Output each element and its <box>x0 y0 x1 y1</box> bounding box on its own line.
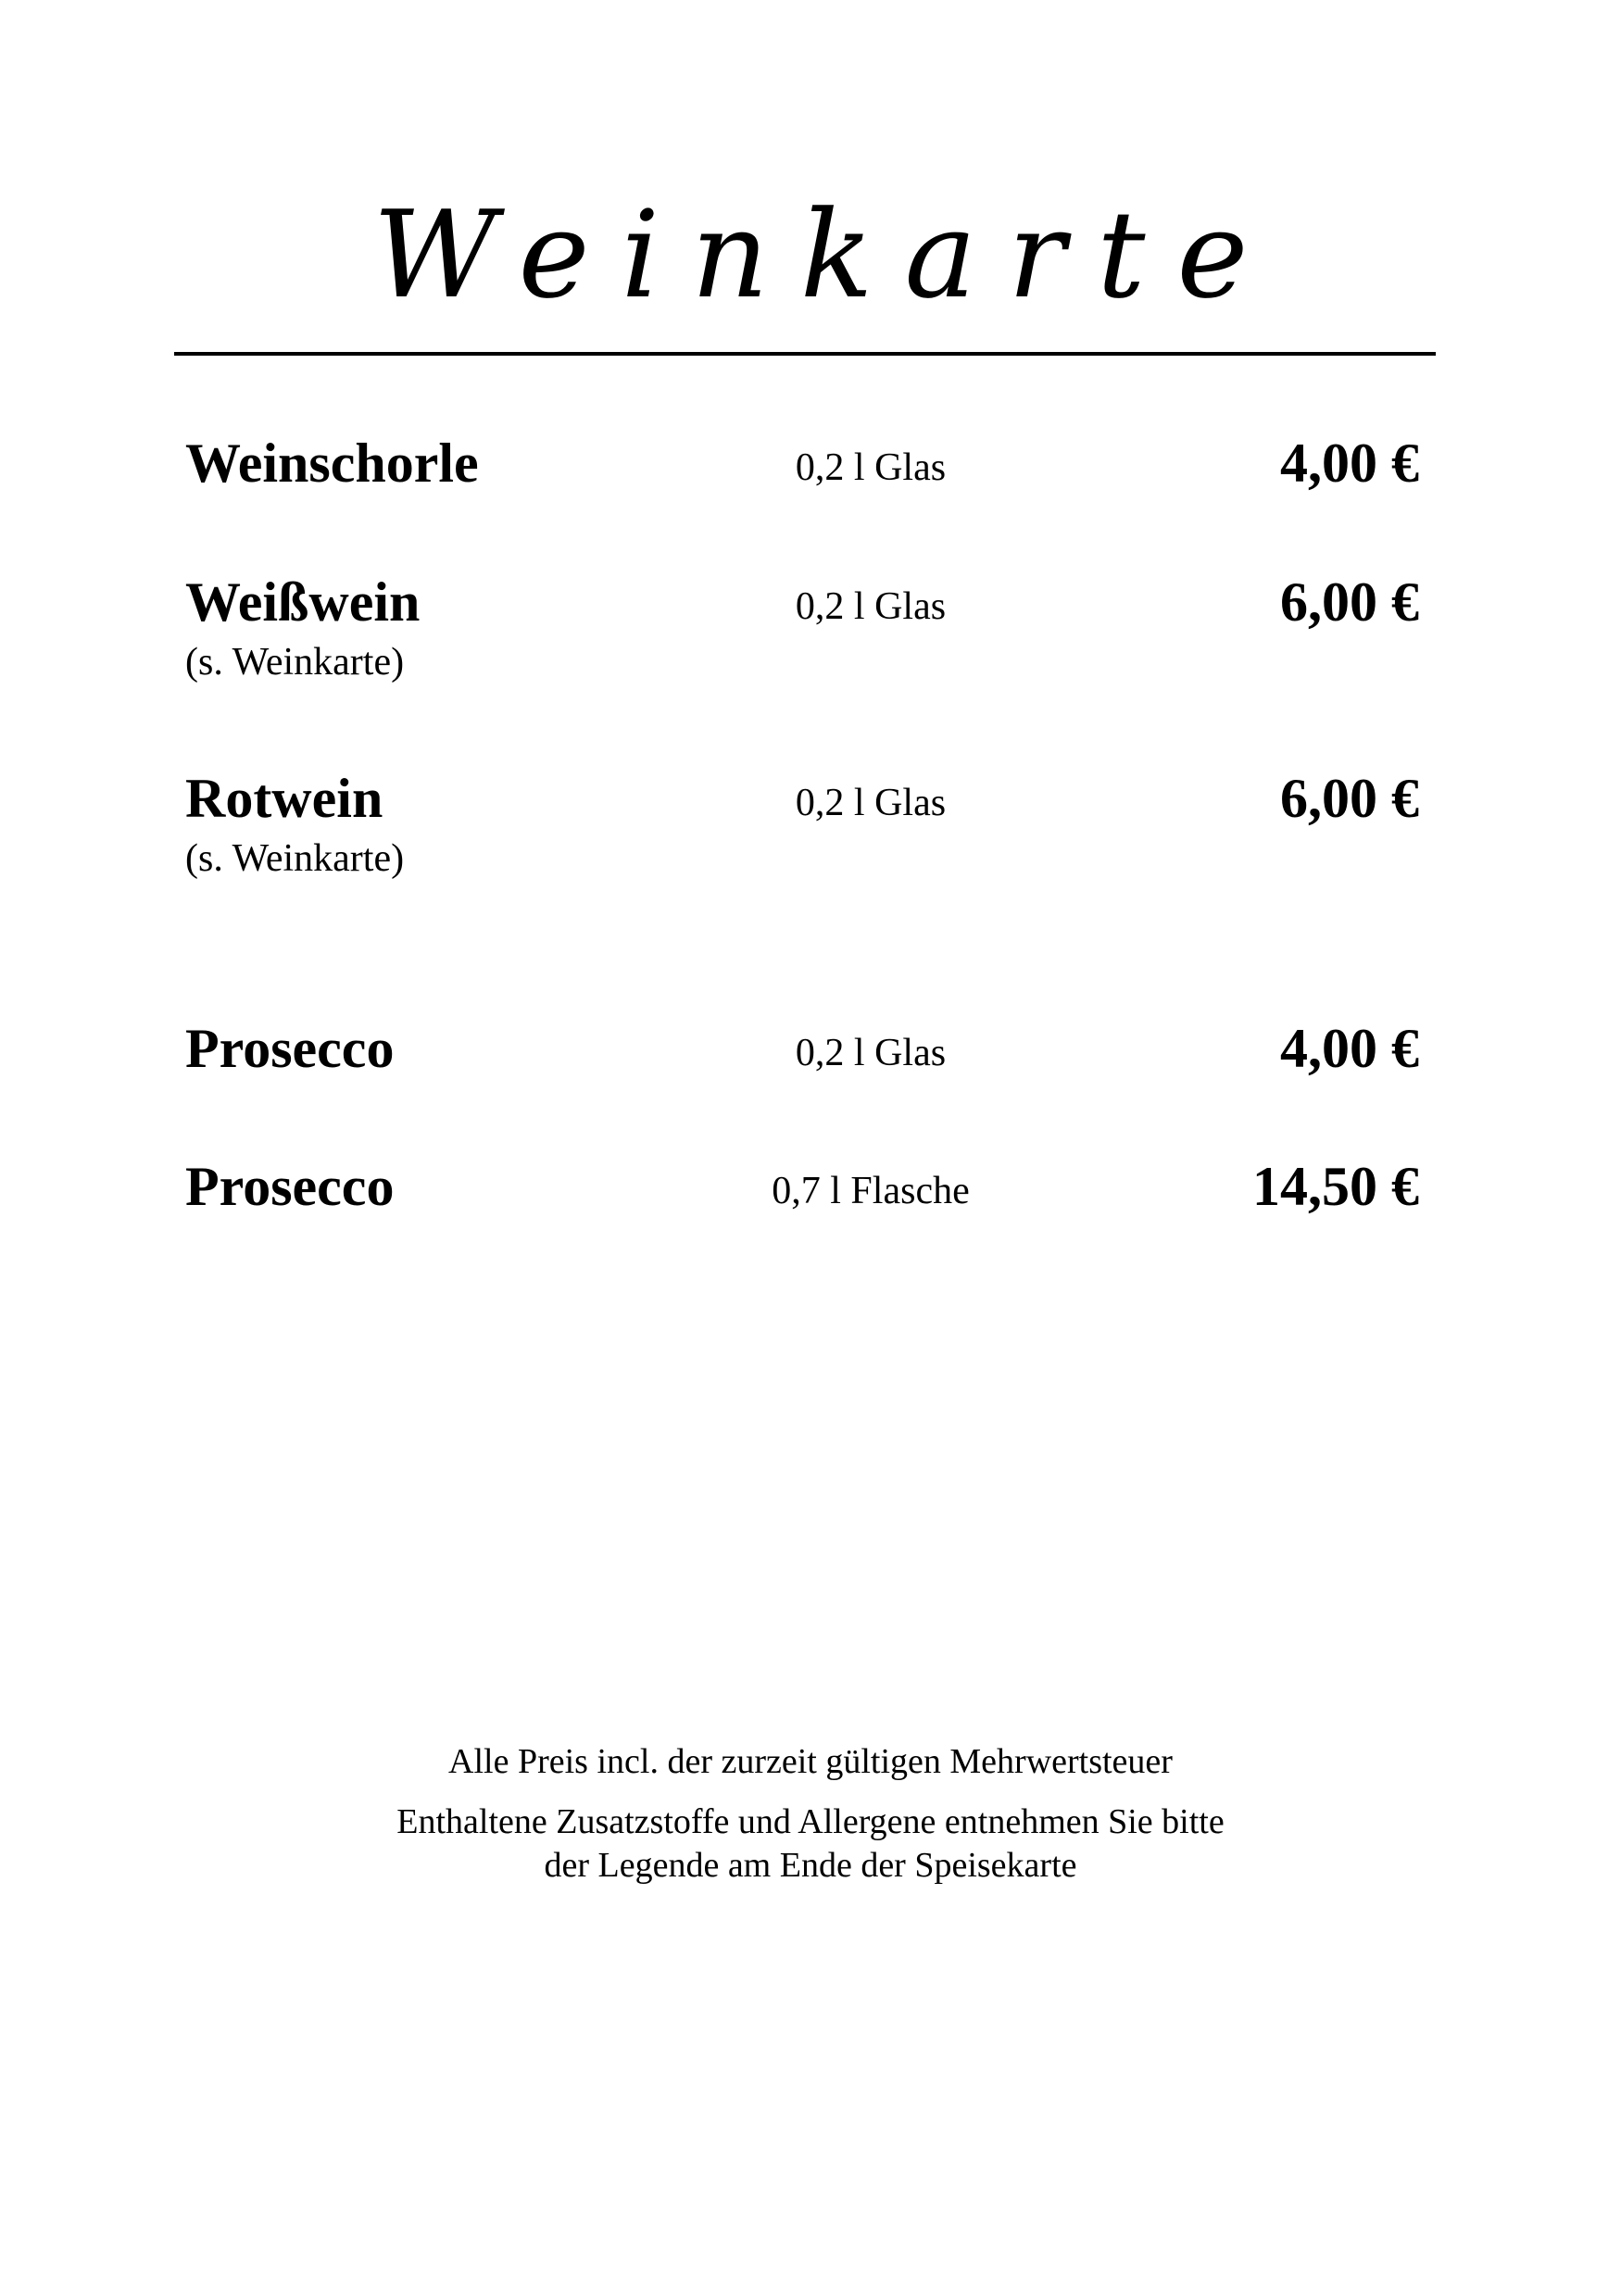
item-size: 0,2 l Glas <box>795 585 947 628</box>
item-name: Prosecco <box>185 1156 395 1217</box>
item-price: 6,00 € <box>1280 768 1419 829</box>
menu-item-weinschorle <box>185 435 1426 565</box>
item-price: 6,00 € <box>1280 571 1419 633</box>
item-size: 0,7 l Flasche <box>772 1170 970 1212</box>
item-name: Prosecco <box>185 1018 395 1079</box>
item-note: (s. Weinkarte) <box>185 837 405 880</box>
allergen-note-line2: der Legende am Ende der Speisekarte <box>544 1846 1077 1885</box>
title-divider <box>174 352 1436 356</box>
item-price: 4,00 € <box>1280 1018 1419 1079</box>
item-name: Weinschorle <box>185 433 479 494</box>
vat-note: Alle Preis incl. der zurzeit gültigen Mehrwertsteuer <box>448 1742 1173 1781</box>
item-name: Rotwein <box>185 768 383 829</box>
page-title: Weinkarte <box>372 184 1280 325</box>
item-name: Weißwein <box>185 571 421 633</box>
item-price: 4,00 € <box>1280 433 1419 494</box>
allergen-note-line1: Enthaltene Zusatzstoffe und Allergene entnehmen Sie bitte <box>396 1802 1225 1841</box>
item-price: 14,50 € <box>1252 1156 1419 1217</box>
menu-item-prosecco-glass <box>185 1018 1426 1150</box>
item-note: (s. Weinkarte) <box>185 641 405 684</box>
menu-item-weisswein <box>185 571 1426 704</box>
item-size: 0,2 l Glas <box>795 1032 947 1074</box>
item-size: 0,2 l Glas <box>795 782 947 824</box>
menu-item-rotwein <box>185 768 1426 900</box>
item-size: 0,2 l Glas <box>795 446 947 489</box>
menu-item-prosecco-bottle <box>185 1156 1426 1288</box>
